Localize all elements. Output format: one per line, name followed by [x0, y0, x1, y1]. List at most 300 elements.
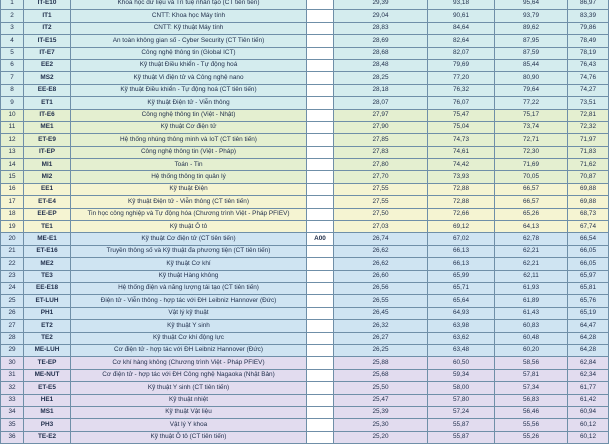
program-name: Kỹ thuật Y sinh — [71, 320, 307, 332]
score-value-1: 26,27 — [334, 332, 428, 344]
exam-block — [307, 10, 334, 22]
score-value-4: 86,97 — [568, 0, 609, 10]
score-value-4: 69,88 — [568, 183, 609, 195]
row-number: 11 — [1, 121, 24, 133]
program-name: Toán - Tin — [71, 159, 307, 171]
table-row — [1, 419, 609, 431]
score-value-3: 72,30 — [495, 146, 568, 158]
program-code: MS1 — [24, 406, 71, 418]
score-value-3: 61,89 — [495, 295, 568, 307]
score-value-4: 61,77 — [568, 382, 609, 394]
table-row — [1, 109, 609, 121]
table-row — [1, 221, 609, 233]
exam-block — [307, 282, 334, 294]
score-value-3: 87,95 — [495, 35, 568, 47]
program-name: An toàn không gian số - Cyber Security (CT Tiên tiến) — [71, 35, 307, 47]
row-number: 5 — [1, 47, 24, 59]
score-value-1: 26,56 — [334, 282, 428, 294]
program-code: ET-E5 — [24, 382, 71, 394]
score-value-2: 57,80 — [428, 394, 495, 406]
exam-block — [307, 270, 334, 282]
table-row — [1, 10, 609, 22]
table-row — [1, 0, 609, 10]
score-value-3: 64,13 — [495, 221, 568, 233]
score-value-4: 66,05 — [568, 245, 609, 257]
table-row — [1, 295, 609, 307]
score-value-3: 95,64 — [495, 0, 568, 10]
program-name: CNTT: Khoa học Máy tính — [71, 10, 307, 22]
score-value-1: 26,74 — [334, 233, 428, 245]
score-value-3: 66,57 — [495, 196, 568, 208]
program-code: EE-E8 — [24, 84, 71, 96]
score-value-4: 60,94 — [568, 406, 609, 418]
table-row — [1, 84, 609, 96]
exam-block — [307, 121, 334, 133]
exam-block — [307, 394, 334, 406]
program-code: IT-E15 — [24, 35, 71, 47]
program-code: IT-EP — [24, 146, 71, 158]
score-value-4: 71,62 — [568, 159, 609, 171]
exam-block — [307, 320, 334, 332]
score-value-1: 26,62 — [334, 245, 428, 257]
program-code: PH1 — [24, 307, 71, 319]
score-value-4: 71,83 — [568, 146, 609, 158]
exam-block — [307, 134, 334, 146]
score-value-4: 78,19 — [568, 47, 609, 59]
score-value-4: 65,81 — [568, 282, 609, 294]
score-value-1: 27,03 — [334, 221, 428, 233]
exam-block — [307, 382, 334, 394]
score-value-2: 64,93 — [428, 307, 495, 319]
exam-block — [307, 221, 334, 233]
program-code: IT-E6 — [24, 109, 71, 121]
program-name: Hệ thống thông tin quản lý — [71, 171, 307, 183]
score-value-3: 60,48 — [495, 332, 568, 344]
score-value-4: 65,97 — [568, 270, 609, 282]
program-name: Kỹ thuật Ô tô — [71, 221, 307, 233]
score-value-1: 28,69 — [334, 35, 428, 47]
table-row — [1, 159, 609, 171]
score-value-2: 63,62 — [428, 332, 495, 344]
score-value-2: 63,48 — [428, 344, 495, 356]
score-value-3: 73,74 — [495, 121, 568, 133]
program-name: Kỹ thuật Cơ khí động lực — [71, 332, 307, 344]
exam-block — [307, 245, 334, 257]
program-code: IT-E7 — [24, 47, 71, 59]
score-value-3: 65,26 — [495, 208, 568, 220]
table-row — [1, 270, 609, 282]
row-number: 9 — [1, 97, 24, 109]
table-row — [1, 382, 609, 394]
score-value-2: 76,07 — [428, 97, 495, 109]
row-number: 27 — [1, 320, 24, 332]
program-code: EE-E18 — [24, 282, 71, 294]
row-number: 1 — [1, 0, 24, 10]
score-value-1: 25,68 — [334, 369, 428, 381]
score-value-3: 60,20 — [495, 344, 568, 356]
exam-block — [307, 295, 334, 307]
score-value-1: 27,50 — [334, 208, 428, 220]
score-value-4: 66,54 — [568, 233, 609, 245]
score-value-4: 60,12 — [568, 431, 609, 443]
score-value-4: 61,42 — [568, 394, 609, 406]
table-row — [1, 35, 609, 47]
program-name: Kỹ thuật Điện tử - Viễn thông — [71, 97, 307, 109]
score-value-3: 56,83 — [495, 394, 568, 406]
score-value-3: 62,78 — [495, 233, 568, 245]
program-code: ET1 — [24, 97, 71, 109]
score-value-2: 65,99 — [428, 270, 495, 282]
score-value-1: 27,97 — [334, 109, 428, 121]
table-row — [1, 431, 609, 443]
score-value-3: 89,62 — [495, 22, 568, 34]
score-value-1: 26,25 — [334, 344, 428, 356]
score-value-1: 27,55 — [334, 183, 428, 195]
row-number: 17 — [1, 196, 24, 208]
table-body — [1, 0, 609, 444]
table-row — [1, 171, 609, 183]
table-row — [1, 332, 609, 344]
score-value-1: 28,83 — [334, 22, 428, 34]
score-value-2: 66,13 — [428, 258, 495, 270]
table-row — [1, 183, 609, 195]
score-value-2: 57,24 — [428, 406, 495, 418]
score-value-2: 75,04 — [428, 121, 495, 133]
program-name: Kỹ thuật Điều khiển - Tự động hoá — [71, 59, 307, 71]
table-row — [1, 196, 609, 208]
program-code: PH3 — [24, 419, 71, 431]
exam-block — [307, 406, 334, 418]
row-number: 3 — [1, 22, 24, 34]
program-code: TE-E2 — [24, 431, 71, 443]
exam-block — [307, 419, 334, 431]
score-value-2: 75,47 — [428, 109, 495, 121]
program-code: IT2 — [24, 22, 71, 34]
program-name: Vật lý Y khoa — [71, 419, 307, 431]
program-name: Cơ điện tử - hợp tác với ĐH Công nghệ Nagaoka (Nhật Bản) — [71, 369, 307, 381]
program-name: Vật lý kỹ thuật — [71, 307, 307, 319]
row-number: 31 — [1, 369, 24, 381]
program-code: ME2 — [24, 258, 71, 270]
exam-block — [307, 183, 334, 195]
score-value-1: 25,20 — [334, 431, 428, 443]
row-number: 14 — [1, 159, 24, 171]
score-value-4: 67,74 — [568, 221, 609, 233]
score-value-4: 64,47 — [568, 320, 609, 332]
score-value-1: 25,88 — [334, 357, 428, 369]
table-row — [1, 258, 609, 270]
exam-block: A00 — [307, 233, 334, 245]
table-row — [1, 146, 609, 158]
table-row — [1, 47, 609, 59]
program-code: ET-E4 — [24, 196, 71, 208]
program-code: ET-E9 — [24, 134, 71, 146]
table-row — [1, 307, 609, 319]
table-row — [1, 121, 609, 133]
score-value-1: 26,62 — [334, 258, 428, 270]
score-value-4: 76,43 — [568, 59, 609, 71]
program-code: EE2 — [24, 59, 71, 71]
program-name: Kỹ thuật Điều khiển - Tự động hoá (CT tiên tiến) — [71, 84, 307, 96]
program-name: Kỹ thuật Hàng không — [71, 270, 307, 282]
program-code: EE-EP — [24, 208, 71, 220]
score-value-3: 66,57 — [495, 183, 568, 195]
program-name: Công nghệ thông tin (Global ICT) — [71, 47, 307, 59]
exam-block — [307, 146, 334, 158]
score-value-2: 65,64 — [428, 295, 495, 307]
score-value-2: 74,42 — [428, 159, 495, 171]
program-code: TE-EP — [24, 357, 71, 369]
score-value-3: 87,59 — [495, 47, 568, 59]
row-number: 16 — [1, 183, 24, 195]
exam-block — [307, 109, 334, 121]
program-name: Kỹ thuật Vi điện tử và Công nghệ nano — [71, 72, 307, 84]
table-row — [1, 134, 609, 146]
score-value-1: 25,47 — [334, 394, 428, 406]
row-number: 34 — [1, 406, 24, 418]
score-value-2: 63,98 — [428, 320, 495, 332]
row-number: 29 — [1, 344, 24, 356]
score-value-2: 55,87 — [428, 419, 495, 431]
exam-block — [307, 97, 334, 109]
score-value-1: 28,25 — [334, 72, 428, 84]
score-value-1: 27,85 — [334, 134, 428, 146]
program-name: CNTT: Kỹ thuật Máy tính — [71, 22, 307, 34]
score-value-3: 55,56 — [495, 419, 568, 431]
program-name: Hệ thống điện và năng lượng tái tạo (CT tiên tiến) — [71, 282, 307, 294]
score-value-2: 93,18 — [428, 0, 495, 10]
exam-block — [307, 159, 334, 171]
score-value-3: 75,17 — [495, 109, 568, 121]
score-value-4: 69,88 — [568, 196, 609, 208]
exam-block — [307, 171, 334, 183]
row-number: 18 — [1, 208, 24, 220]
score-value-2: 72,88 — [428, 196, 495, 208]
score-value-3: 85,44 — [495, 59, 568, 71]
score-value-3: 72,71 — [495, 134, 568, 146]
program-code: TE3 — [24, 270, 71, 282]
exam-block — [307, 0, 334, 10]
exam-block — [307, 47, 334, 59]
score-value-3: 70,05 — [495, 171, 568, 183]
score-value-2: 60,50 — [428, 357, 495, 369]
score-value-1: 29,39 — [334, 0, 428, 10]
program-code: IT1 — [24, 10, 71, 22]
score-value-1: 28,48 — [334, 59, 428, 71]
score-value-2: 65,71 — [428, 282, 495, 294]
score-value-4: 72,32 — [568, 121, 609, 133]
program-name: Kỹ thuật Cơ điện tử (CT tiên tiến) — [71, 233, 307, 245]
program-code: ME-E1 — [24, 233, 71, 245]
row-number: 20 — [1, 233, 24, 245]
exam-block — [307, 196, 334, 208]
score-value-2: 55,87 — [428, 431, 495, 443]
table-row — [1, 208, 609, 220]
program-name: Kỹ thuật Cơ khí — [71, 258, 307, 270]
score-value-1: 27,83 — [334, 146, 428, 158]
program-name: Điện tử - Viễn thông - hợp tác với ĐH Leibniz Hannover (Đức) — [71, 295, 307, 307]
program-code: HE1 — [24, 394, 71, 406]
exam-block — [307, 258, 334, 270]
program-code: IT-E10 — [24, 0, 71, 10]
score-value-2: 77,20 — [428, 72, 495, 84]
score-value-4: 79,86 — [568, 22, 609, 34]
row-number: 35 — [1, 419, 24, 431]
score-value-1: 27,80 — [334, 159, 428, 171]
score-value-1: 27,70 — [334, 171, 428, 183]
table-row — [1, 394, 609, 406]
table-row — [1, 72, 609, 84]
score-value-3: 62,21 — [495, 245, 568, 257]
score-value-2: 59,34 — [428, 369, 495, 381]
table-row — [1, 233, 609, 245]
table-row — [1, 344, 609, 356]
row-number: 22 — [1, 258, 24, 270]
score-value-3: 80,90 — [495, 72, 568, 84]
score-value-4: 62,84 — [568, 357, 609, 369]
score-value-1: 26,32 — [334, 320, 428, 332]
row-number: 36 — [1, 431, 24, 443]
program-code: MS2 — [24, 72, 71, 84]
score-value-2: 67,02 — [428, 233, 495, 245]
score-value-2: 72,88 — [428, 183, 495, 195]
program-name: Kỹ thuật Vật liệu — [71, 406, 307, 418]
table-row — [1, 22, 609, 34]
program-code: EE1 — [24, 183, 71, 195]
score-value-1: 29,04 — [334, 10, 428, 22]
score-value-2: 74,61 — [428, 146, 495, 158]
row-number: 10 — [1, 109, 24, 121]
score-value-1: 26,55 — [334, 295, 428, 307]
score-value-3: 55,26 — [495, 431, 568, 443]
program-name: Công nghệ thông tin (Việt - Pháp) — [71, 146, 307, 158]
score-value-3: 61,43 — [495, 307, 568, 319]
score-value-4: 60,12 — [568, 419, 609, 431]
row-number: 4 — [1, 35, 24, 47]
exam-block — [307, 344, 334, 356]
score-value-4: 64,28 — [568, 344, 609, 356]
row-number: 23 — [1, 270, 24, 282]
program-name: Hệ thống nhúng thông minh và IoT (CT tiên tiến) — [71, 134, 307, 146]
exam-block — [307, 84, 334, 96]
score-value-2: 66,13 — [428, 245, 495, 257]
row-number: 2 — [1, 10, 24, 22]
program-name: Kỹ thuật Điện tử - Viễn thông (CT tiên tiến) — [71, 196, 307, 208]
score-value-3: 57,81 — [495, 369, 568, 381]
score-value-2: 82,07 — [428, 47, 495, 59]
score-value-3: 62,11 — [495, 270, 568, 282]
score-value-4: 78,49 — [568, 35, 609, 47]
program-code: ME-LUH — [24, 344, 71, 356]
score-value-2: 74,73 — [428, 134, 495, 146]
program-name: Tin học công nghiệp và Tự động hóa (Chương trình Việt - Pháp PFIEV) — [71, 208, 307, 220]
score-value-2: 79,69 — [428, 59, 495, 71]
row-number: 6 — [1, 59, 24, 71]
row-number: 19 — [1, 221, 24, 233]
score-value-1: 25,50 — [334, 382, 428, 394]
row-number: 33 — [1, 394, 24, 406]
score-value-2: 76,32 — [428, 84, 495, 96]
score-value-4: 71,97 — [568, 134, 609, 146]
score-value-3: 60,83 — [495, 320, 568, 332]
table-row — [1, 97, 609, 109]
table-row — [1, 320, 609, 332]
program-code: MI1 — [24, 159, 71, 171]
exam-block — [307, 72, 334, 84]
row-number: 26 — [1, 307, 24, 319]
score-value-4: 62,34 — [568, 369, 609, 381]
score-value-1: 28,07 — [334, 97, 428, 109]
score-value-4: 68,73 — [568, 208, 609, 220]
program-code: TE1 — [24, 221, 71, 233]
program-name: Kỹ thuật nhiệt — [71, 394, 307, 406]
program-name: Kỹ thuật Cơ điện tử — [71, 121, 307, 133]
program-code: TE2 — [24, 332, 71, 344]
score-value-2: 84,64 — [428, 22, 495, 34]
table-row — [1, 245, 609, 257]
score-value-1: 26,60 — [334, 270, 428, 282]
table-row — [1, 357, 609, 369]
exam-block — [307, 35, 334, 47]
score-value-2: 69,12 — [428, 221, 495, 233]
score-value-2: 73,93 — [428, 171, 495, 183]
row-number: 28 — [1, 332, 24, 344]
program-code: ME1 — [24, 121, 71, 133]
table-row — [1, 59, 609, 71]
program-code: ME-NUT — [24, 369, 71, 381]
score-value-2: 72,66 — [428, 208, 495, 220]
score-value-1: 28,18 — [334, 84, 428, 96]
score-value-4: 83,39 — [568, 10, 609, 22]
table-row — [1, 282, 609, 294]
row-number: 15 — [1, 171, 24, 183]
program-code: ET-E16 — [24, 245, 71, 257]
program-name: Kỹ thuật Điện — [71, 183, 307, 195]
exam-block — [307, 431, 334, 443]
score-value-3: 77,22 — [495, 97, 568, 109]
row-number: 13 — [1, 146, 24, 158]
program-code: ET2 — [24, 320, 71, 332]
row-number: 30 — [1, 357, 24, 369]
score-value-4: 64,28 — [568, 332, 609, 344]
score-value-4: 65,76 — [568, 295, 609, 307]
program-name: Kỹ thuật Ô tô (CT tiên tiến) — [71, 431, 307, 443]
program-name: Truyền thông số và Kỹ thuật đa phương tiện (CT tiên tiến) — [71, 245, 307, 257]
score-value-4: 66,05 — [568, 258, 609, 270]
exam-block — [307, 208, 334, 220]
score-value-1: 28,68 — [334, 47, 428, 59]
score-value-2: 82,64 — [428, 35, 495, 47]
row-number: 7 — [1, 72, 24, 84]
exam-block — [307, 369, 334, 381]
row-number: 25 — [1, 295, 24, 307]
score-value-3: 61,93 — [495, 282, 568, 294]
program-name: Cơ điện tử - hợp tác với ĐH Leibniz Hannover (Đức) — [71, 344, 307, 356]
exam-block — [307, 22, 334, 34]
score-value-1: 27,90 — [334, 121, 428, 133]
table-row — [1, 369, 609, 381]
row-number: 32 — [1, 382, 24, 394]
program-code: MI2 — [24, 171, 71, 183]
score-value-2: 58,00 — [428, 382, 495, 394]
score-value-1: 26,45 — [334, 307, 428, 319]
score-value-4: 72,81 — [568, 109, 609, 121]
program-name: Khoa học dữ liệu và Trí tuệ nhân tạo (CT tiên tiến) — [71, 0, 307, 10]
score-value-4: 74,27 — [568, 84, 609, 96]
exam-block — [307, 357, 334, 369]
exam-block — [307, 307, 334, 319]
program-name: Kỹ thuật Y sinh (CT tiên tiến) — [71, 382, 307, 394]
